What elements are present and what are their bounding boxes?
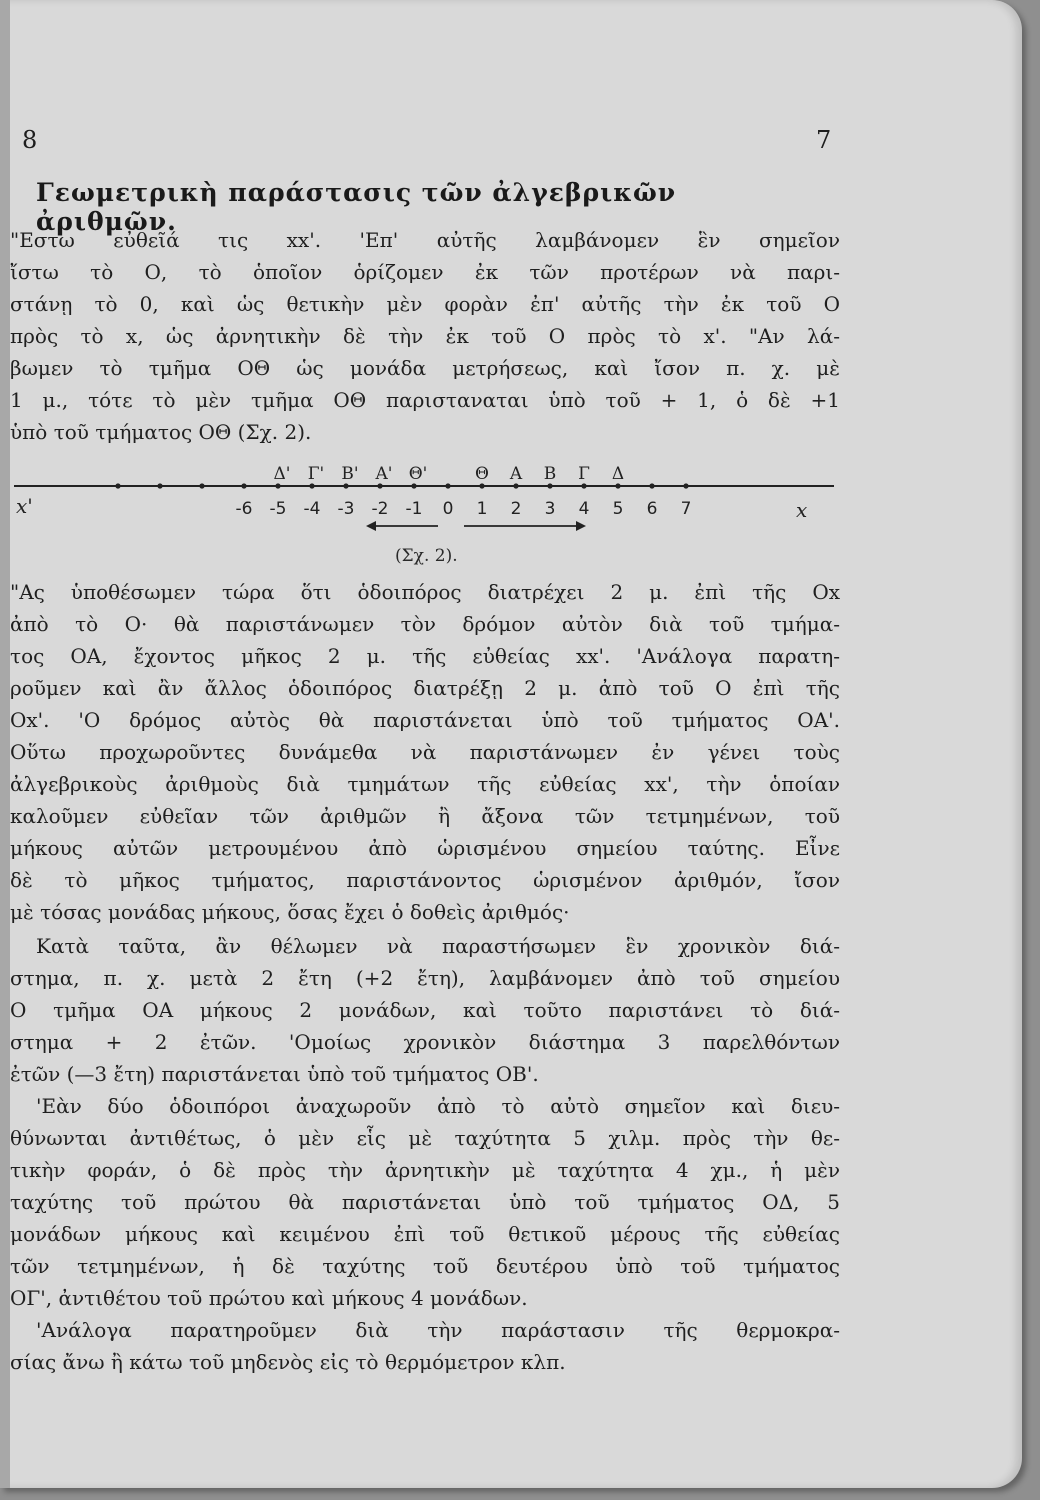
paragraph-1 (10, 224, 840, 448)
axis-point (683, 483, 688, 488)
point-letter-negative: Θ' (408, 464, 428, 484)
tick-label: 5 (612, 499, 624, 519)
tick-label: -6 (235, 499, 253, 519)
axis-point (615, 483, 620, 488)
text-line: ἀπὸ τὸ Ο· θὰ παριστάνωμεν τὸν δρόμον αὐτὸν διὰ τοῦ τμήμα- (10, 612, 840, 636)
axis-end-label-right: x (796, 498, 808, 522)
axis-point (275, 483, 280, 488)
axis-point (157, 483, 162, 488)
text-line: θύνωνται ἀντιθέτως, ὁ μὲν εἷς μὲ ταχύτητα 5 χιλμ. πρὸς τὴν θε- (10, 1126, 840, 1150)
text-line: ΟΓ', ἀντιθέτου τοῦ πρώτου καὶ μήκους 4 μονάδων. (10, 1286, 528, 1310)
text-line: ἐτῶν (—3 ἔτη) παριστάνεται ὑπὸ τοῦ τμήματος ΟΒ'. (10, 1062, 539, 1086)
paragraph-2 (10, 576, 840, 928)
text-line: Ο τμῆμα ΟΑ μήκους 2 μονάδων, καὶ τοῦτο παριστάνει τὸ διά- (10, 998, 840, 1022)
text-line: καλοῦμεν εὐθεῖαν τῶν ἀριθμῶν ἢ ἄξονα τῶν τετμημένων, τοῦ (10, 804, 840, 828)
text-line: Κατὰ ταῦτα, ἂν θέλωμεν νὰ παραστήσωμεν ἓν χρονικὸν διά- (36, 934, 840, 958)
text-line: στημα, π. χ. μετὰ 2 ἔτη (+2 ἔτη), λαμβάνομεν ἀπὸ τοῦ σημείου (10, 966, 840, 990)
tick-label: -1 (405, 499, 423, 519)
axis-point (377, 483, 382, 488)
text-line: ὑπὸ τοῦ τμήματος ΟΘ (Σχ. 2). (10, 420, 312, 444)
tick-label: 2 (510, 499, 522, 519)
axis-point (343, 483, 348, 488)
page-number-right: 7 (816, 126, 832, 154)
axis-point (115, 483, 120, 488)
text-line: 'Εὰν δύο ὁδοιπόροι ἀναχωροῦν ἀπὸ τὸ αὐτὸ σημεῖον καὶ διευ- (36, 1094, 840, 1118)
page-number-left: 8 (22, 126, 38, 154)
text-line: Οὕτω προχωροῦντες δυνάμεθα νὰ παριστάνωμεν ἐν γένει τοὺς (10, 740, 840, 764)
axis-point (649, 483, 654, 488)
text-line: "Εστω εὐθεῖά τις xx'. 'Επ' αὐτῆς λαμβάνομεν ἓν σημεῖον (10, 228, 840, 252)
arrowhead-right-icon (576, 521, 586, 531)
text-line: τος ΟΑ, ἔχοντος μῆκος 2 μ. τῆς εὐθείας xx'. 'Ανάλογα παρατη- (10, 644, 840, 668)
page-binding-edge (0, 0, 10, 1488)
paragraph-3 (10, 930, 840, 1090)
point-letter-positive: Θ (475, 464, 489, 484)
tick-label: -4 (303, 499, 321, 519)
axis-point (581, 483, 586, 488)
tick-label: -2 (371, 499, 389, 519)
tick-label: 0 (442, 499, 454, 519)
text-line: ροῦμεν καὶ ἂν ἄλλος ὁδοιπόρος διατρέξῃ 2 μ. ἀπὸ τοῦ Ο ἐπὶ τῆς (10, 676, 840, 700)
text-line: στάνῃ τὸ 0, καὶ ὡς θετικὴν μὲν φορὰν ἐπ' αὐτῆς τὴν ἐκ τοῦ Ο (10, 292, 840, 316)
tick-label: 6 (646, 499, 658, 519)
axis-point (479, 483, 484, 488)
tick-label: 7 (680, 499, 692, 519)
point-letter-negative: Α' (375, 464, 393, 484)
text-line: τῶν τετμημένων, ἡ δὲ ταχύτης τοῦ δευτέρου ὑπὸ τοῦ τμήματος (10, 1254, 840, 1278)
text-line: βωμεν τὸ τμῆμα ΟΘ ὡς μονάδα μετρήσεως, καὶ ἴσον π. χ. μὲ (10, 356, 840, 380)
point-letter-positive: Γ (578, 464, 590, 484)
tick-label: 4 (578, 499, 590, 519)
point-letter-negative: Γ' (307, 464, 325, 484)
text-line: ἴστω τὸ Ο, τὸ ὁποῖον ὁρίζομεν ἐκ τῶν προτέρων νὰ παρι- (10, 260, 840, 284)
axis-point (199, 483, 204, 488)
text-line: πρὸς τὸ x, ὡς ἀρνητικὴν δὲ τὴν ἐκ τοῦ Ο πρὸς τὸ x'. "Αν λά- (10, 324, 840, 348)
text-line: σίας ἄνω ἢ κάτω τοῦ μηδενὸς εἰς τὸ θερμόμετρον κλπ. (10, 1350, 566, 1374)
point-letter-positive: Δ (611, 464, 625, 484)
text-line: ταχύτης τοῦ πρώτου θὰ παριστάνεται ὑπὸ τοῦ τμήματος ΟΔ, 5 (10, 1190, 840, 1214)
axis-point (411, 483, 416, 488)
section-heading: Γεωμετρικὴ παράστασις τῶν ἀλγεβρικῶν ἀριθμῶν. (36, 178, 677, 236)
text-line: "Ας ὑποθέσωμεν τώρα ὅτι ὁδοιπόρος διατρέχει 2 μ. ἐπὶ τῆς Οx (10, 580, 840, 604)
point-letter-positive: Β (543, 464, 557, 484)
figure-caption: (Σχ. 2). (395, 546, 458, 566)
axis-point (309, 483, 314, 488)
number-line-figure (0, 455, 1040, 545)
text-line: ἀλγεβρικοὺς ἀριθμοὺς διὰ τμημάτων τῆς εὐθείας xx', τὴν ὁποίαν (10, 772, 840, 796)
text-line: μονάδων μήκους καὶ κειμένου ἐπὶ τοῦ θετικοῦ μέρους τῆς εὐθείας (10, 1222, 840, 1246)
text-line: στημα + 2 ἐτῶν. 'Ομοίως χρονικὸν διάστημα 3 παρελθόντων (10, 1030, 840, 1054)
text-line: δὲ τὸ μῆκος τμήματος, παριστάνοντος ὡρισμένον ἀριθμόν, ἴσον (10, 868, 840, 892)
tick-label: -5 (269, 499, 287, 519)
axis-end-label-left: x' (16, 494, 33, 518)
tick-label: 1 (476, 499, 488, 519)
text-line: Οx'. 'Ο δρόμος αὐτὸς θὰ παριστάνεται ὑπὸ τοῦ τμήματος ΟΑ'. (10, 708, 840, 732)
axis-point (445, 483, 450, 488)
paragraph-5 (10, 1314, 840, 1378)
tick-label: -3 (337, 499, 355, 519)
axis-point (513, 483, 518, 488)
axis-point (547, 483, 552, 488)
paragraph-4 (10, 1090, 840, 1314)
text-line: τικὴν φοράν, ὁ δὲ πρὸς τὴν ἀρνητικὴν μὲ ταχύτητα 4 χμ., ἡ μὲν (10, 1158, 840, 1182)
arrowhead-left-icon (366, 521, 376, 531)
text-line: 1 μ., τότε τὸ μὲν τμῆμα ΟΘ παρισταναται ὑπὸ τοῦ + 1, ὁ δὲ +1 (10, 388, 840, 412)
point-letter-positive: Α (509, 464, 523, 484)
point-letter-negative: Β' (341, 464, 359, 484)
text-line: 'Ανάλογα παρατηροῦμεν διὰ τὴν παράστασιν τῆς θερμοκρα- (36, 1318, 840, 1342)
point-letter-negative: Δ' (273, 464, 291, 484)
text-line: μὲ τόσας μονάδας μήκους, ὅσας ἔχει ὁ δοθεὶς ἀριθμός· (10, 900, 570, 924)
text-line: μήκους αὐτῶν μετρουμένου ἀπὸ ὡρισμένου σημείου ταύτης. Εἶνε (10, 836, 840, 860)
tick-label: 3 (544, 499, 556, 519)
axis-point (241, 483, 246, 488)
